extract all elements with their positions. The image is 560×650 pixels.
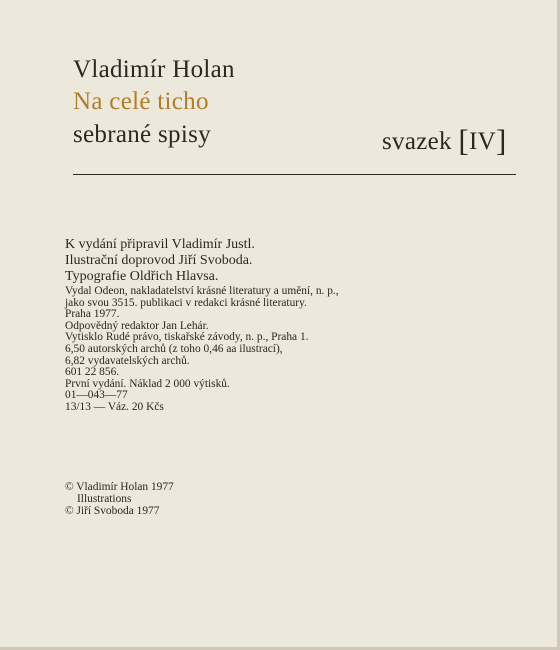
imprint-line: 601 22 856. [65,366,120,379]
imprint-line: 6,82 vydavatelských archů. [65,354,190,367]
imprint-block [65,238,485,414]
imprint-line: Odpovědný redaktor Jan Lehár. [65,319,209,332]
imprint-line: jako svou 3515. publikaci v redakci krásné literatury. [65,296,307,309]
volume-bracket-open: [ [458,123,470,158]
header-rule [73,174,516,175]
imprint-line: K vydání připravil Vladimír Justl. [65,237,255,252]
imprint-line: 13/13 — Váz. 20 Kčs [65,400,164,413]
imprint-line: 6,50 autorských archů (z toho 0,46 aa ilustrací), [65,342,283,355]
copyright-illustrations-label: Illustrations [77,493,132,506]
book-title: Na celé ticho [73,88,209,115]
imprint-line: První vydání. Náklad 2 000 výtisků. [65,377,230,390]
volume-number: IV [469,128,496,155]
imprint-line: Praha 1977. [65,308,120,321]
copyright-author: © Vladimír Holan 1977 [65,481,174,493]
volume-bracket-close: ] [496,123,507,158]
imprint-line: 01—043—77 [65,389,128,402]
series-label: sebrané spisy [73,121,211,148]
imprint-line: Vytisklo Rudé právo, tiskařské závody, n. p., Praha 1. [65,331,309,344]
copyright-illustrator: © Jiří Svoboda 1977 [65,505,160,518]
author-name: Vladimír Holan [73,56,235,83]
volume-label [382,121,507,157]
volume-word: svazek [382,128,452,155]
imprint-line: Typografie Oldřich Hlavsa. [65,269,219,284]
imprint-line: Ilustrační doprovod Jiří Svoboda. [65,253,253,268]
copyright-block [65,482,174,519]
imprint-line: Vydal Odeon, nakladatelství krásné literatury a umění, n. p., [65,285,339,297]
